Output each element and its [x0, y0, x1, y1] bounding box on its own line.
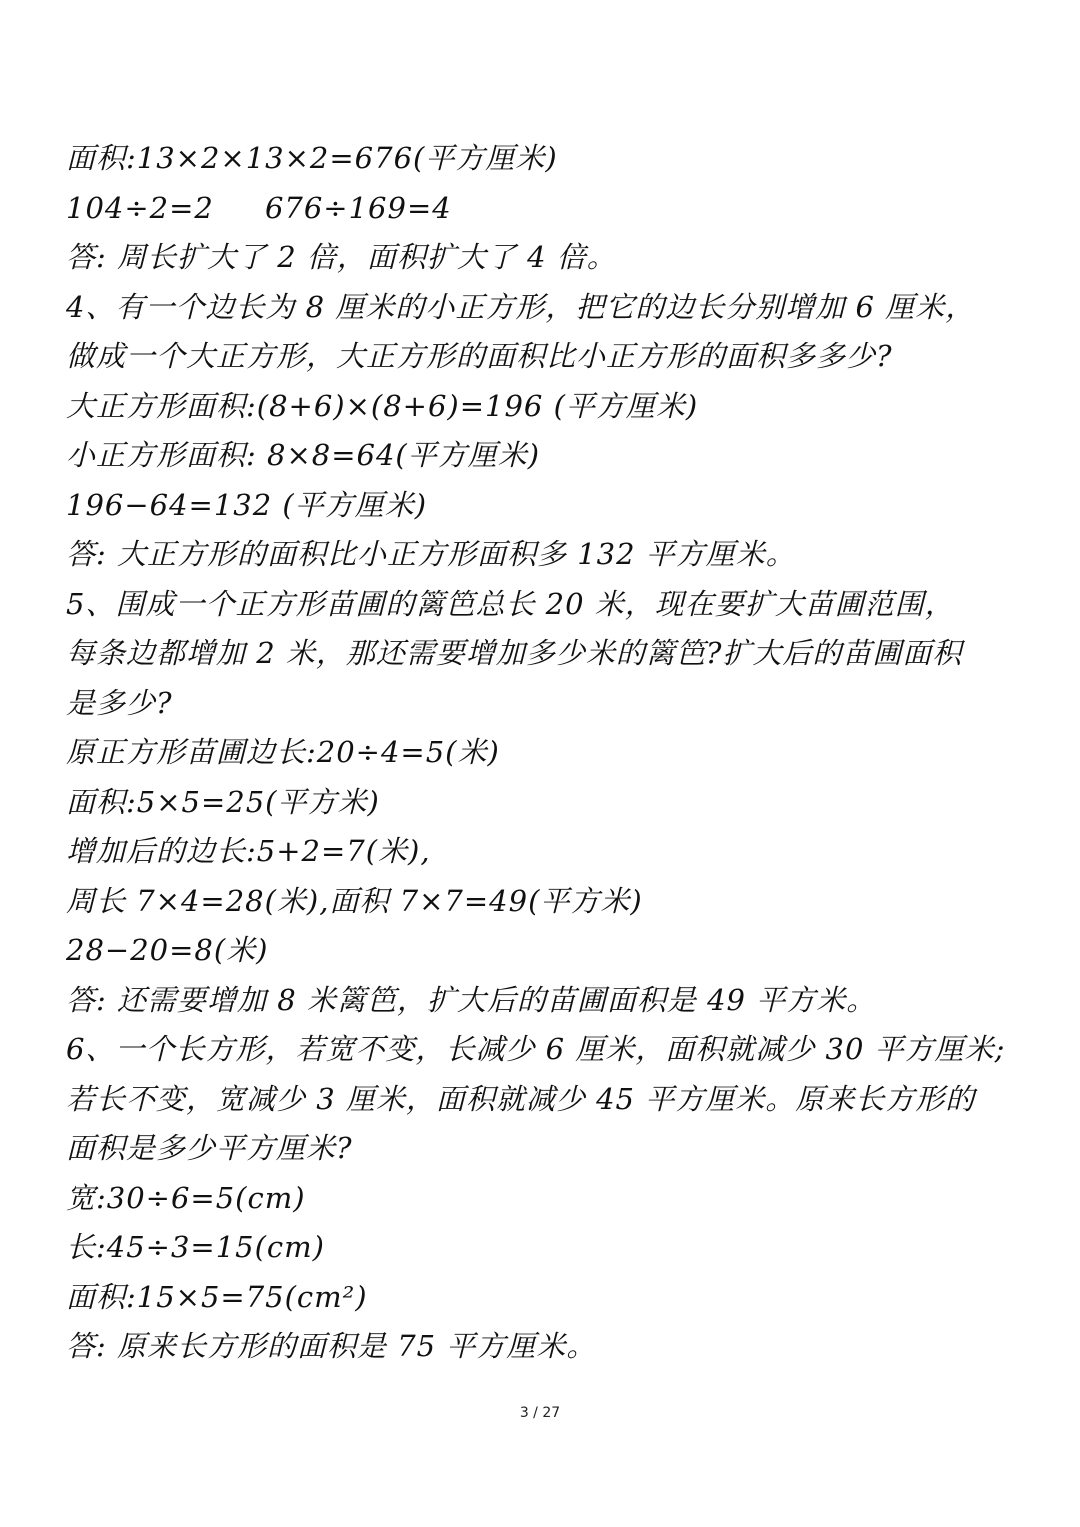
- text-line: 面积:5×5=25(平方米): [66, 784, 380, 819]
- answer-line: 答: 原来长方形的面积是 75 平方厘米。: [66, 1329, 597, 1363]
- question-line: 是多少?: [66, 685, 173, 720]
- text-line: 原正方形苗圃边长:20÷4=5(米): [66, 735, 500, 769]
- text-line: 周长 7×4=28(米),面积 7×7=49(平方米): [66, 883, 643, 918]
- question-line: 面积是多少平方厘米?: [66, 1131, 353, 1165]
- text-line: 面积:13×2×13×2=676(平方厘米): [66, 141, 558, 175]
- text-line: 196−64=132 (平方厘米): [66, 487, 428, 522]
- question-line: 5、围成一个正方形苗圃的篱笆总长 20 米，现在要扩大苗圃范围，: [66, 586, 955, 621]
- question-line: 若长不变，宽减少 3 厘米，面积就减少 45 平方厘米。原来长方形的: [66, 1081, 976, 1116]
- answer-line: 答: 还需要增加 8 米篱笆，扩大后的苗圃面积是 49 平方米。: [66, 982, 877, 1017]
- text-line: 104÷2=2 676÷169=4: [66, 190, 452, 225]
- answer-line: 答: 大正方形的面积比小正方形面积多 132 平方厘米。: [66, 537, 796, 571]
- text-line: 面积:15×5=75(cm²): [66, 1279, 368, 1314]
- question-line: 每条边都增加 2 米，那还需要增加多少米的篱笆?扩大后的苗圃面积: [66, 636, 963, 670]
- answer-line: 答: 周长扩大了 2 倍，面积扩大了 4 倍。: [66, 240, 617, 274]
- text-line: 28−20=8(米): [66, 933, 269, 967]
- text-line: 大正方形面积:(8+6)×(8+6)=196 (平方厘米): [66, 388, 699, 423]
- text-line: 增加后的边长:5+2=7(米),: [66, 834, 431, 868]
- page-number: 3 / 27: [519, 1405, 561, 1421]
- question-line: 6、一个长方形，若宽不变，长减少 6 厘米，面积就减少 30 平方厘米;: [66, 1032, 1006, 1066]
- question-line: 4、有一个边长为 8 厘米的小正方形，把它的边长分别增加 6 厘米，: [66, 289, 976, 324]
- text-line: 宽:30÷6=5(cm): [66, 1180, 306, 1215]
- text-line: 小正方形面积: 8×8=64(平方厘米): [66, 438, 541, 472]
- page-content: [66, 134, 1026, 1372]
- text-line: 长:45÷3=15(cm): [66, 1230, 325, 1264]
- question-line: 做成一个大正方形，大正方形的面积比小正方形的面积多多少?: [66, 339, 893, 373]
